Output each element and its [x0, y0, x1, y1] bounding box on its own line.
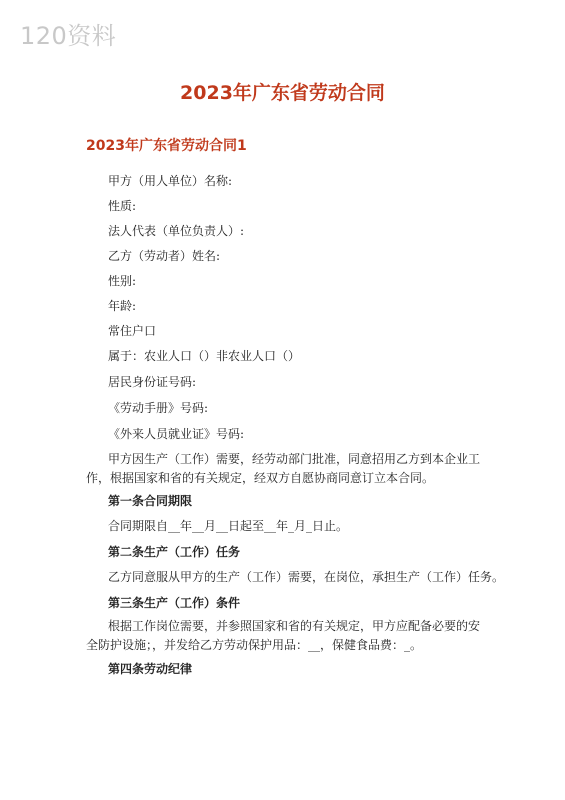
article-2-heading: 第二条生产（工作）任务	[108, 545, 241, 559]
field-legal-representative: 法人代表（单位负责人）:	[108, 224, 245, 238]
document-title: 2023年广东省劳动合同	[180, 82, 385, 104]
intro-paragraph: 甲方因生产（工作）需要，经劳动部门批准，同意招用乙方到本企业工作，根据国家和省的有关规定，经双方自愿协商同意订立本合同。	[86, 452, 481, 485]
field-id-number: 居民身份证号码:	[108, 375, 197, 389]
article-4-heading: 第四条劳动纪律	[108, 662, 193, 676]
article-3-heading: 第三条生产（工作）条件	[108, 596, 241, 610]
field-gender: 性别:	[108, 274, 137, 288]
article-2-text: 乙方同意服从甲方的生产（工作）需要，在岗位，承担生产（工作）任务。	[108, 570, 505, 584]
section-title: 2023年广东省劳动合同1	[86, 138, 247, 154]
field-labor-handbook-number: 《劳动手册》号码:	[108, 401, 209, 415]
field-household-registration: 常住户口	[108, 324, 157, 338]
article-1-heading: 第一条合同期限	[108, 494, 193, 508]
field-employer-name: 甲方（用人单位）名称:	[108, 174, 233, 188]
field-employment-permit-number: 《外来人员就业证》号码:	[108, 427, 245, 441]
field-nature: 性质:	[108, 199, 137, 213]
watermark: 120资料	[20, 22, 117, 50]
field-age: 年龄:	[108, 299, 137, 313]
field-population-type: 属于：农业人口（）非农业人口（）	[108, 349, 301, 363]
field-employee-name: 乙方（劳动者）姓名:	[108, 249, 221, 263]
article-1-text: 合同期限自__年__月__日起至__年_月_日止。	[108, 519, 349, 533]
article-3-text: 根据工作岗位需要，并参照国家和省的有关规定，甲方应配备必要的安全防护设施；，并发给乙方劳动保护用品：__，保健食品费：_。	[86, 619, 481, 652]
